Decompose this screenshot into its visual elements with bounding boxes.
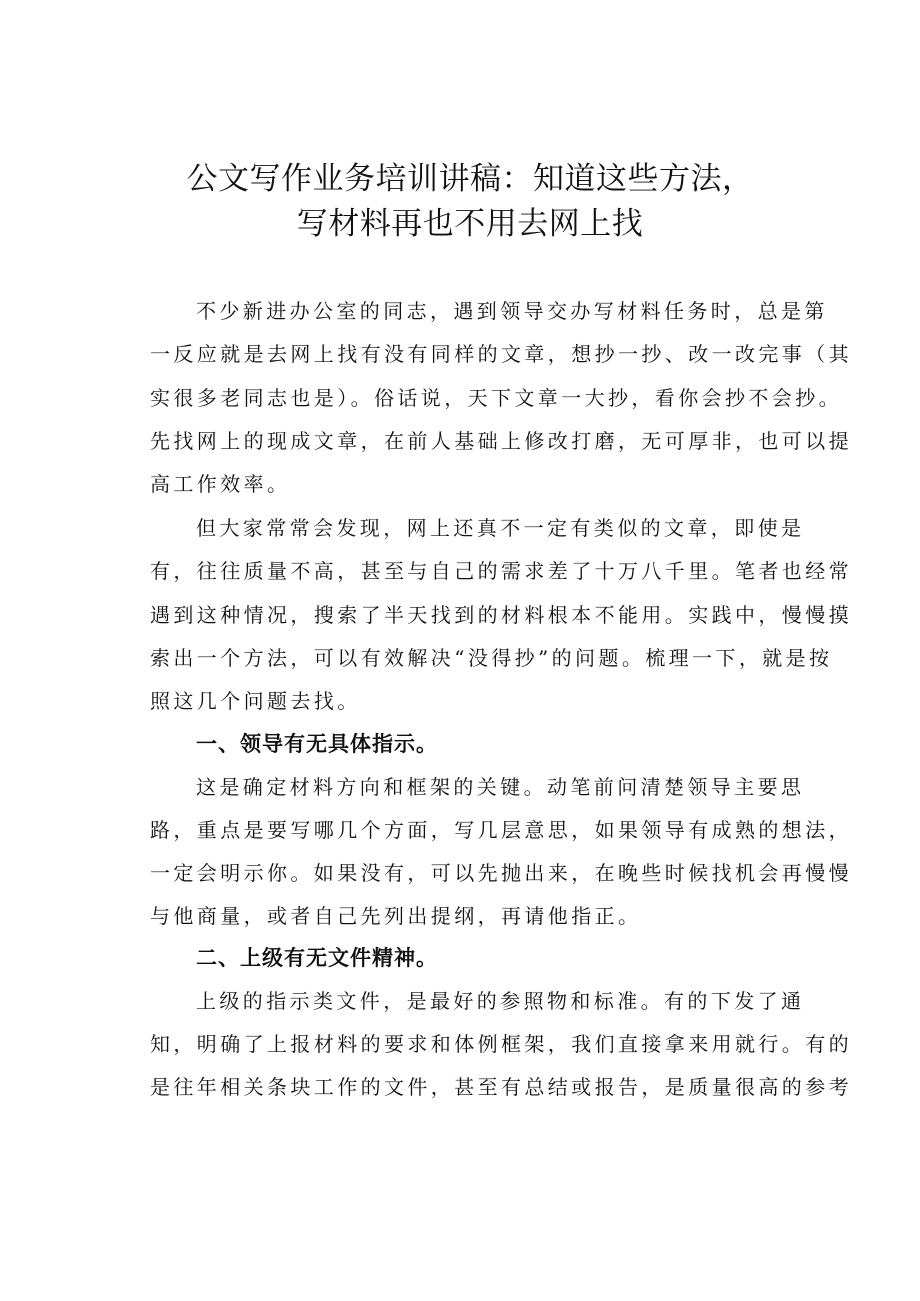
paragraph-1-line-5: 高工作效率。 — [150, 472, 291, 496]
section-heading-1: 一、领导有无具体指示。 — [196, 732, 438, 756]
section-heading-2: 二、上级有无文件精神。 — [196, 946, 438, 970]
paragraph-3-line-2: 路，重点是要写哪几个方面，写几层意思，如果领导有成熟的想法， — [150, 818, 852, 842]
paragraph-3-line-3: 一定会明示你。如果没有，可以先抛出来，在晚些时候找机会再慢慢 — [150, 861, 852, 885]
document-title-line-1: 公文写作业务培训讲稿：知道这些方法， — [186, 161, 754, 197]
paragraph-1-line-4: 先找网上的现成文章，在前人基础上修改打磨，无可厚非，也可以提 — [150, 429, 852, 453]
paragraph-2-line-5: 照这几个问题去找。 — [150, 689, 361, 713]
document-title-line-2: 写材料再也不用去网上找 — [296, 206, 644, 242]
paragraph-2-line-1: 但大家常常会发现，网上还真不一定有类似的文章，即使是 — [196, 516, 805, 540]
paragraph-1-line-1: 不少新进办公室的同志，遇到领导交办写材料任务时，总是第 — [196, 299, 828, 323]
paragraph-1-line-3: 实很多老同志也是）。俗话说，天下文章一大抄，看你会抄不会抄。 — [150, 386, 842, 410]
paragraph-4-line-2: 知，明确了上报材料的要求和体例框架，我们直接拿来用就行。有的 — [150, 1032, 852, 1056]
paragraph-4-line-1: 上级的指示类文件，是最好的参照物和标准。有的下发了通 — [196, 989, 805, 1013]
paragraph-3-line-4: 与他商量，或者自己先列出提纲，再请他指正。 — [150, 904, 642, 928]
paragraph-4-line-3: 是往年相关条块工作的文件，甚至有总结或报告，是质量很高的参考 — [150, 1075, 852, 1099]
paragraph-2-line-4: 索出一个方法，可以有效解决“没得抄”的问题。梳理一下，就是按 — [150, 646, 833, 670]
paragraph-1-line-2: 一反应就是去网上找有没有同样的文章，想抄一抄、改一改完事（其 — [150, 342, 852, 366]
paragraph-3-line-1: 这是确定材料方向和框架的关键。动笔前问清楚领导主要思 — [196, 775, 805, 799]
paragraph-2-line-2: 有，往往质量不高，甚至与自己的需求差了十万八千里。笔者也经常 — [150, 559, 852, 583]
paragraph-2-line-3: 遇到这种情况，搜索了半天找到的材料根本不能用。实践中，慢慢摸 — [150, 603, 852, 627]
